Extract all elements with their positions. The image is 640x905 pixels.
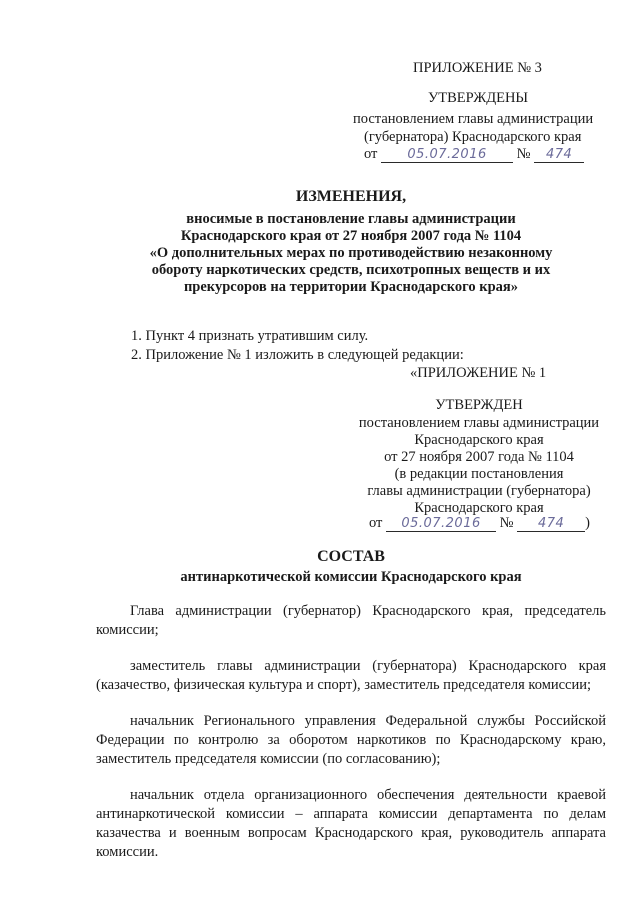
member-paragraph: начальник отдела организационного обеспечения деятельности краевой антинаркотической комиссии – аппарата комиссии департамента по делам казачества и военным вопросам Краснодарского края, руководитель аппарата комиссии. bbox=[96, 787, 606, 860]
inner-approval-block bbox=[354, 395, 604, 517]
handwritten-date: 05.07.2016 bbox=[381, 148, 513, 163]
inner-approval-line: главы администрации (губернатора) bbox=[367, 483, 591, 499]
date-prefix: от bbox=[364, 146, 378, 162]
composition-title: СОСТАВ bbox=[317, 548, 385, 565]
approval-line-2: (губернатора) Краснодарского края bbox=[364, 129, 582, 145]
composition-subtitle: антинаркотической комиссии Краснодарского края bbox=[180, 569, 522, 585]
changes-line: прекурсоров на территории Краснодарского края» bbox=[183, 279, 519, 295]
date-prefix: от bbox=[369, 515, 383, 531]
handwritten-date: 05.07.2016 bbox=[386, 517, 496, 532]
inner-approval-line: Краснодарского края bbox=[414, 432, 544, 448]
item-2: 2. Приложение № 1 изложить в следующей редакции: bbox=[131, 347, 464, 363]
inner-approval-line: (в редакции постановления bbox=[394, 466, 564, 482]
handwritten-number: 474 bbox=[534, 148, 584, 163]
item-1: 1. Пункт 4 признать утратившим силу. bbox=[131, 328, 369, 344]
approval-line-1: постановлением главы администрации bbox=[353, 111, 594, 127]
approval-date-row bbox=[364, 146, 584, 163]
inner-approval-line: от 27 ноября 2007 года № 1104 bbox=[384, 449, 574, 465]
member-paragraph: заместитель главы администрации (губернатора) Краснодарского края (казачество, физическая культура и спорт), заместитель председателя комиссии; bbox=[96, 658, 606, 693]
handwritten-number: 474 bbox=[517, 517, 585, 532]
changes-line: «О дополнительных мерах по противодействию незаконному bbox=[149, 245, 553, 261]
changes-heading: ИЗМЕНЕНИЯ, bbox=[295, 188, 407, 205]
inner-approval-line: постановлением главы администрации bbox=[358, 415, 600, 431]
inner-approval-title: УТВЕРЖДЕН bbox=[435, 397, 523, 413]
number-prefix: № bbox=[516, 146, 531, 162]
number-prefix: № bbox=[499, 515, 514, 531]
close-paren: ) bbox=[585, 515, 590, 531]
approval-title: УТВЕРЖДЕНЫ bbox=[428, 90, 529, 106]
changes-subheading bbox=[96, 211, 606, 296]
inner-approval-line: Краснодарского края bbox=[414, 500, 544, 516]
member-paragraph: начальник Регионального управления Федеральной службы Российской Федерации по контролю за оборотом наркотиков по Краснодарскому краю, заместитель председателя комиссии (по согласованию); bbox=[96, 713, 606, 767]
inner-approval-date-row bbox=[369, 515, 590, 532]
appendix-label: ПРИЛОЖЕНИЕ № 3 bbox=[413, 60, 542, 76]
changes-line: вносимые в постановление главы администрации bbox=[186, 211, 516, 227]
changes-line: обороту наркотических средств, психотропных веществ и их bbox=[151, 262, 551, 278]
changes-line: Краснодарского края от 27 ноября 2007 года № 1104 bbox=[180, 228, 522, 244]
inner-appendix-label: «ПРИЛОЖЕНИЕ № 1 bbox=[410, 365, 547, 381]
member-paragraph: Глава администрации (губернатор) Краснодарского края, председатель комиссии; bbox=[96, 603, 606, 638]
